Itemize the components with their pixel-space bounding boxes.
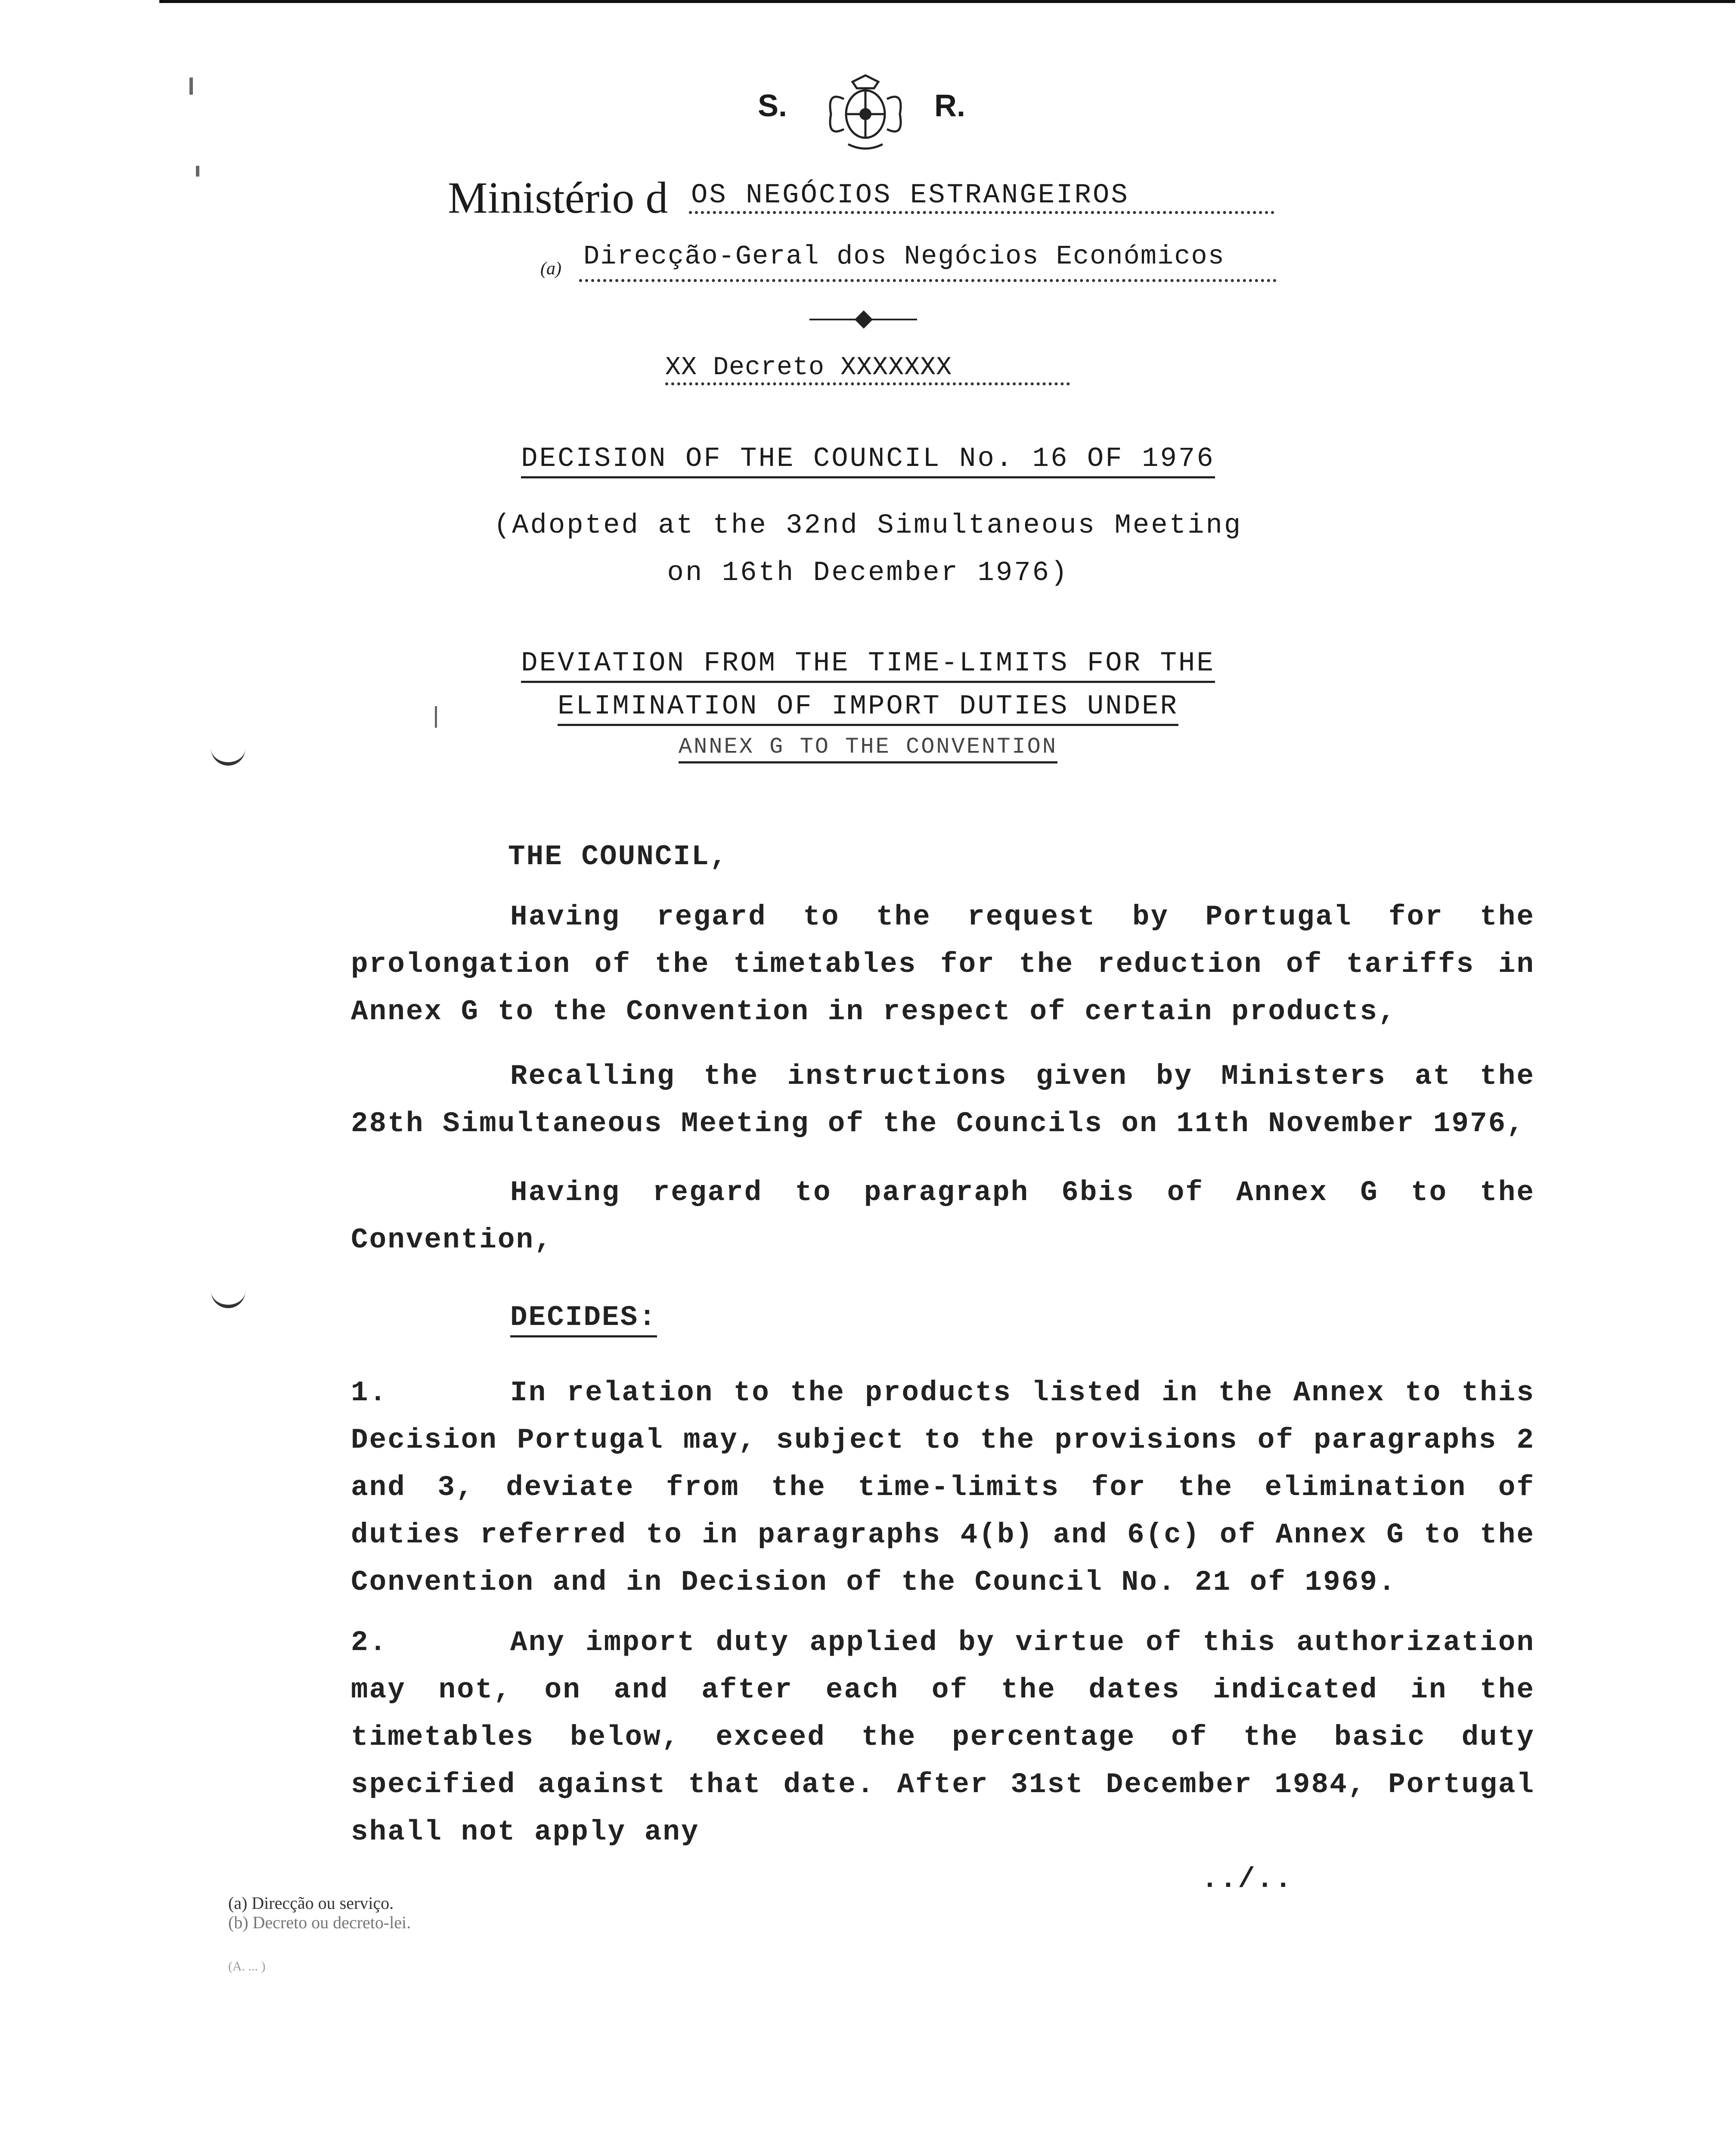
- decides-heading: DECIDES:: [510, 1301, 657, 1337]
- the-council: THE COUNCIL,: [508, 841, 728, 873]
- item-1-text: In relation to the products listed in the Annex to this Decision Portugal may, subject to the provisions of paragraphs 2 and 3, deviate from the time-limits for the elimination of duties referred to in paragraphs 4(b) and 6(c) of Annex G to the Convention and in Decision of the Council No. 21 of 1969.: [351, 1377, 1535, 1598]
- decision-title: DECISION OF THE COUNCIL No. 16 OF 1976: [521, 444, 1215, 478]
- decreto-dotted-line: [665, 382, 1070, 385]
- margin-tick-mark: [211, 1287, 245, 1308]
- recital-1: Having regard to the request by Portugal for the prolongation of the timetables for the reduction of tariffs in Annex G to the Convention in respect of certain products,: [351, 901, 1535, 1028]
- adopted-line-2: on 16th December 1976): [667, 558, 1069, 589]
- directorate-dotted-line: [579, 279, 1277, 282]
- directorate: Direcção-Geral dos Negócios Económicos: [583, 241, 1225, 272]
- coat-of-arms-icon: [818, 73, 913, 155]
- ministry-name: OS NEGÓCIOS ESTRANGEIROS: [691, 180, 1129, 211]
- subject-line-2: ELIMINATION OF IMPORT DUTIES UNDER: [558, 691, 1178, 726]
- ornament-diamond: [855, 310, 873, 329]
- adopted-line-1: (Adopted at the 32nd Simultaneous Meeting: [493, 510, 1243, 541]
- letterhead-r: R.: [934, 89, 965, 123]
- continuation-marker: ../..: [1201, 1863, 1293, 1896]
- footnote-b: (b) Decreto ou decreto-lei.: [228, 1913, 411, 1932]
- item-2-text: Any import duty applied by virtue of this authorization may not, on and after each of the dates indicated in the timetables below, exceed the percentage of the basic duty specified against that date. After 31st December 1984, Portugal shall not apply any: [351, 1626, 1535, 1848]
- margin-mark: [189, 78, 193, 95]
- footnote-a: (a) Direcção ou serviço.: [228, 1893, 394, 1913]
- footnote-c: (A. ... ): [228, 1959, 266, 1973]
- recital-2: Recalling the instructions given by Ministers at the 28th Simultaneous Meeting of the Councils on 11th November 1976,: [351, 1060, 1535, 1140]
- subject-line-3: ANNEX G TO THE CONVENTION: [679, 734, 1057, 763]
- decreto-line: XX Decreto XXXXXXX: [665, 353, 952, 382]
- letterhead-s: S.: [758, 89, 787, 123]
- subject-line-1: DEVIATION FROM THE TIME-LIMITS FOR THE: [521, 648, 1215, 683]
- margin-tick-mark: [211, 745, 245, 766]
- top-rule: [159, 0, 1735, 3]
- ministry-prefix: Ministério d: [448, 173, 668, 223]
- item-2-number: 2.: [351, 1626, 388, 1659]
- a-marker: (a): [540, 259, 561, 279]
- item-1-number: 1.: [351, 1377, 388, 1409]
- margin-mark: [435, 706, 437, 728]
- ministry-dotted-line: [689, 211, 1274, 214]
- recital-3: Having regard to paragraph 6bis of Annex G to the Convention,: [351, 1176, 1535, 1256]
- margin-mark: [196, 166, 199, 177]
